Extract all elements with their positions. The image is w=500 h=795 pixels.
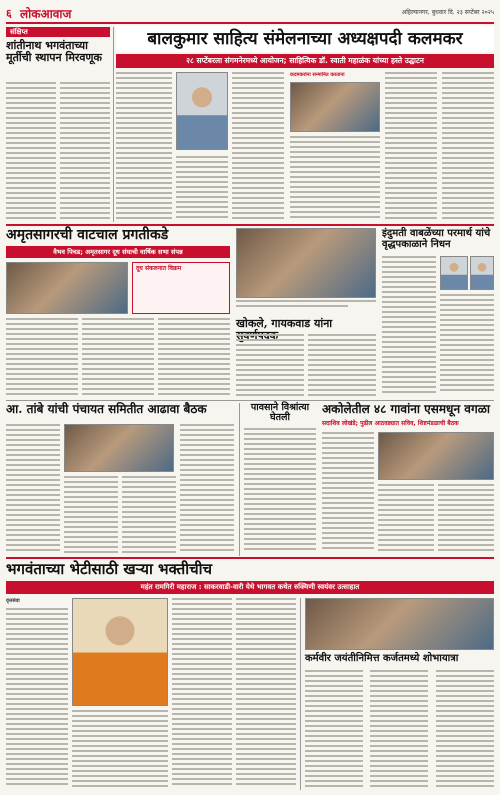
article-text [308,334,376,396]
article-text [236,334,304,396]
article-text [378,484,434,554]
headline-akolet: अकोलेतील ४८ गावांना एसमधून वगळा [322,402,490,416]
headline-aa-tanhe: आ. तांबे यांची पंचायत समितीत आढावा बैठक [6,402,207,416]
photo-indumati [440,256,468,290]
section-label-sankshipt: संक्षिप्त [6,27,110,37]
article-text [82,318,154,396]
photo-kalamkar [176,72,228,150]
article-text [385,72,437,220]
section-divider [6,224,494,226]
column-divider [300,598,301,790]
headline-balkumar: बालकुमार साहित्य संमेलनाच्या अध्यक्षपदी कलमकर [116,26,494,52]
article-text [122,476,176,554]
photo-khokale-event [236,228,376,298]
photo-ramgiri-maharaj [72,598,168,706]
headline-khokale: खोकले, गायकवाड यांना [236,317,333,330]
sidebar-box-title: दूध संकलनात विक्रम [136,265,182,272]
article-text [236,598,296,790]
article-text [322,432,374,554]
headline-bhagvantachya: भगवंताच्या भेटीसाठी खऱ्या भक्तीचीच [6,560,213,578]
subhead-balkumar: २८ सप्टेंबरला संगमनेरमध्ये आयोजन; साहित्यिक डॉ. स्वाती महाळंक यांच्या हस्ते उद्घाटन [116,54,494,68]
article-text [72,710,168,790]
newspaper-logo: लोकआवाज [20,7,72,21]
headline-indumati: इंदुमती वाबळेंच्या परमार्थ यांचे वृद्धपकाळाने निधन [382,228,491,250]
article-text [436,670,494,790]
photo-felicitation [290,82,380,132]
subhead-amrutsangram: वैभव पिचड; अमृतसागर दूध संघाची वार्षिक सभा संपन्न [6,246,230,258]
headline-shantinath: शांतीनाथ भगवंताच्या मूर्तीची स्थापन मिरवणूक [6,39,102,65]
headline-karmaveer: कर्मवीर जयंतीनिमित्त कर्जतमध्ये शोभायात्रा [305,653,459,664]
article-text [176,156,228,220]
section-divider [6,400,494,401]
column-divider [113,27,114,222]
subhead-bhagvantachya: महंत रामगिरी महाराज : साकरवाडी-वारी येथे भागवत कथेत रुक्मिणी स्वयंवर उत्साहात [6,581,494,594]
article-text [244,428,316,554]
article-text [232,72,284,220]
article-text [172,598,232,790]
headline-amrutsangram: अमृतसागरची वाटचाल प्रगतीकडे [6,227,169,243]
article-text [370,670,428,790]
headline-pavsane: पावसाने विश्रांत्या घेतली [250,402,310,424]
article-text [180,424,234,554]
article-text [64,476,118,554]
section-divider [6,557,494,559]
article-text [6,424,60,554]
dateline: अहिल्यानगर, बुधवार दि. २३ सप्टेंबर २०२५ [401,9,494,16]
article-text [290,136,380,220]
column-divider [239,403,240,556]
article-text [438,484,494,554]
page-number: ६ [6,7,12,20]
photo-akole-delegation [378,432,494,480]
photo-agm [6,262,128,314]
photo-meeting [64,424,174,472]
masthead [6,4,494,24]
subhead-akolet: सदाशिव लोखंडे; पुढील आठवड्यात सविव, शिष्टमंडळाची बैठक [322,420,459,427]
article-text [6,318,78,396]
photo-procession [305,598,494,650]
article-text [305,670,363,790]
photo-caption: कदमकरांना सन्मानित करताना [290,72,345,78]
byline: वृत्तसेवा [6,598,20,604]
article-text [6,82,56,222]
article-text [158,318,230,396]
photo-caption [236,300,376,316]
article-text [6,608,68,790]
photo-indumati-2 [470,256,494,290]
article-text [442,72,494,220]
article-text [60,82,110,222]
sidebar-box [132,262,230,314]
article-text [440,294,494,396]
article-text [382,256,436,396]
article-text [116,72,172,220]
